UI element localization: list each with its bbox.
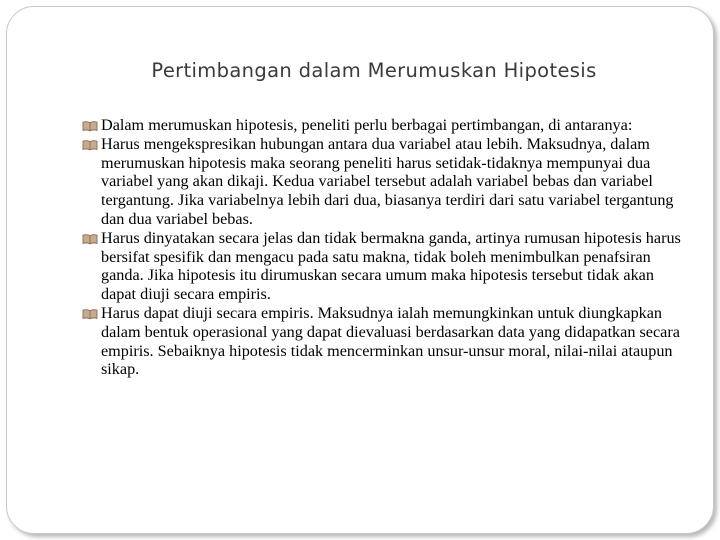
bullet-item <box>82 135 686 229</box>
bullet-item <box>82 116 686 135</box>
bullet-text: Harus dapat diuji secara empiris. Maksudnya ialah memungkinkan untuk diungkapkan dalam bentuk operasional yang dapat dievaluasi berdasarkan data yang didapatkan secara empiris. Sebaiknya hipotesis tidak mencerminkan unsur-unsur moral, nilai-nilai ataupun sikap. <box>101 303 680 379</box>
book-bullet-icon <box>82 233 98 245</box>
bullet-text: Dalam merumuskan hipotesis, peneliti perlu berbagai pertimbangan, di antaranya: <box>101 116 633 134</box>
book-bullet-icon <box>82 139 98 151</box>
book-bullet-icon <box>82 308 98 320</box>
book-bullet-icon <box>82 120 98 132</box>
bullet-item <box>82 304 686 379</box>
slide-title: Pertimbangan dalam Merumuskan Hipotesis <box>151 59 597 82</box>
bullet-text: Harus dinyatakan secara jelas dan tidak bermakna ganda, artinya rumusan hipotesis harus bersifat spesifik dan mengacu pada satu makna, tidak boleh menimbulkan penafsiran ganda. Jika hipotesis itu dirumuskan secara umum maka hipotesis tersebut tidak akan dapat diuji secara empiris. <box>101 228 681 304</box>
bullet-item <box>82 229 686 304</box>
bullet-list <box>82 116 686 379</box>
bullet-text: Harus mengekspresikan hubungan antara dua variabel atau lebih. Maksudnya, dalam merumuskan hipotesis maka seorang peneliti harus setidak-tidaknya mempunyai dua variabel yang akan dikaji. Kedua variabel tersebut adalah variabel bebas dan variabel tergantung. Jika variabelnya lebih dari dua, biasanya terdiri dari satu variabel tergantung dan dua variabel bebas. <box>101 134 674 228</box>
